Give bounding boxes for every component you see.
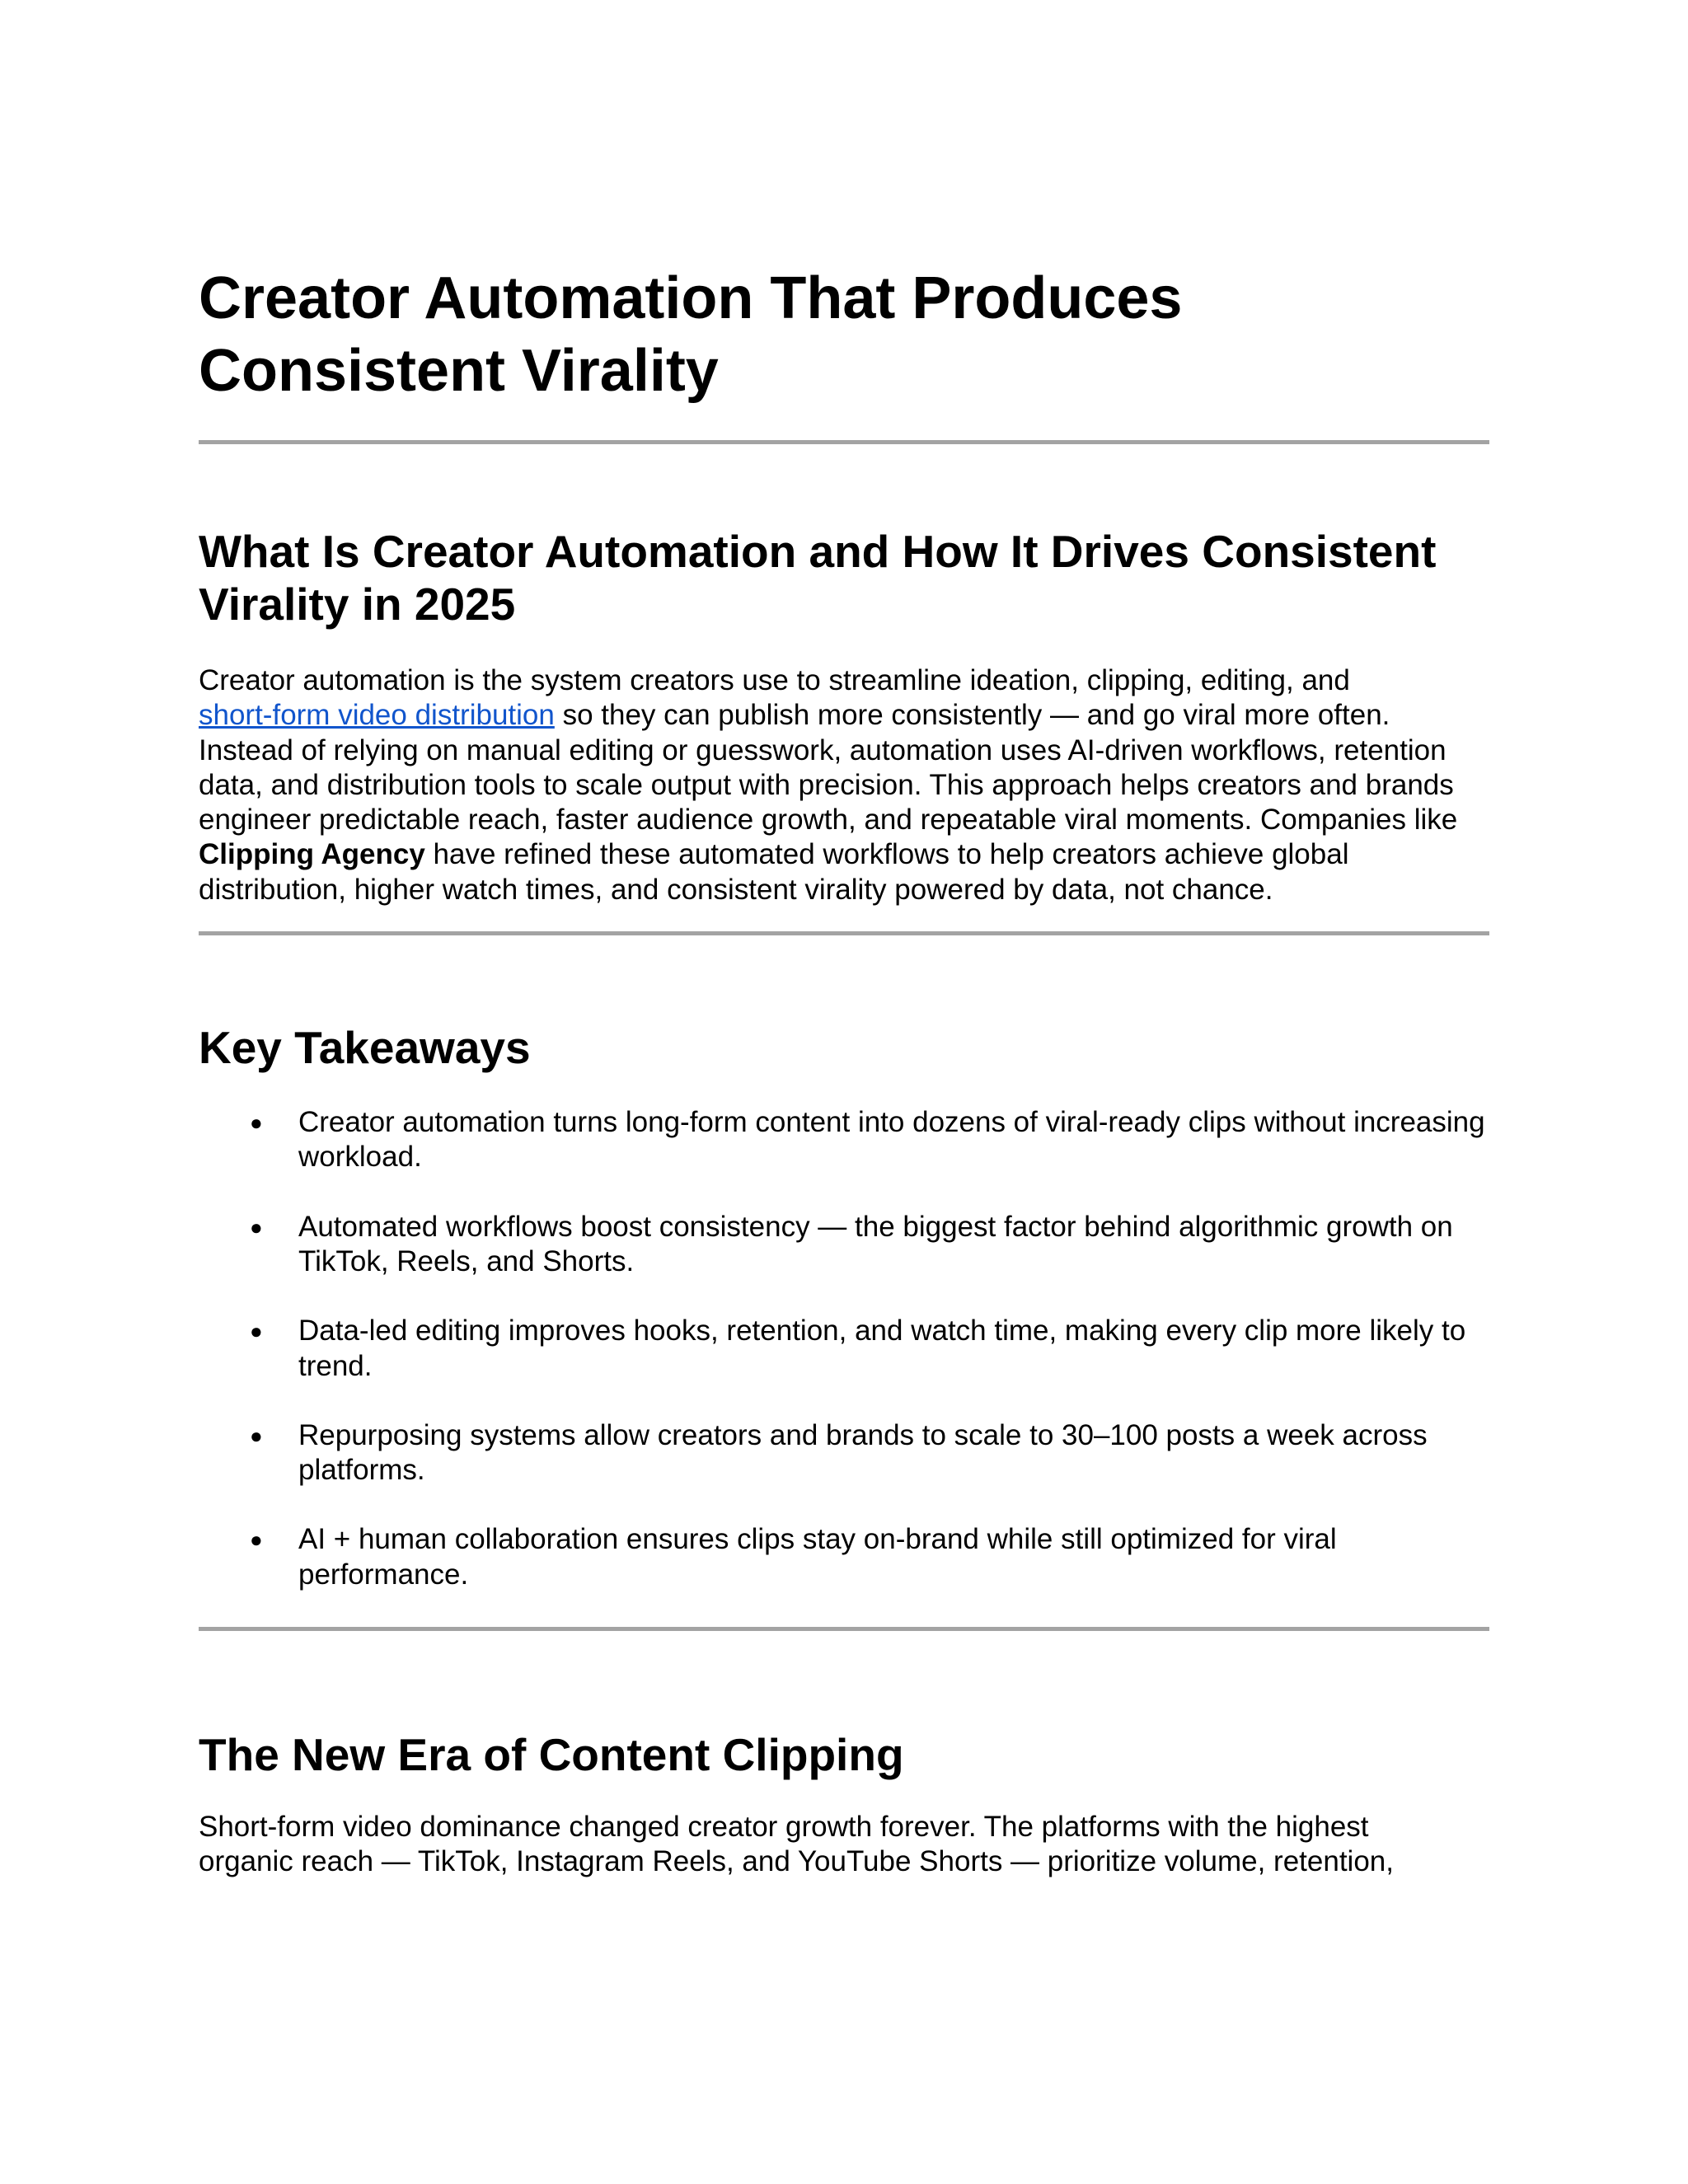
divider-title (199, 440, 1489, 444)
new-era-line-1: Short-form video dominance changed creator growth forever. The platforms with the highest (199, 1811, 1369, 1844)
intro-text-middle: so they can publish more consistently — and go viral more often. Instead of relying on manual editing or guesswork, automation uses AI-driven workflows, retention data, and distribution tools to scale output with precision. This approach helps creators and brands engineer predictable reach, faster audience growth, and repeatable viral moments. Companies like (199, 699, 1458, 837)
intro-paragraph (199, 663, 1489, 907)
list-item-text: Creator automation turns long-form content into dozens of viral-ready clips without increasing workload. (298, 1106, 1485, 1174)
new-era-paragraph (199, 1810, 1489, 1880)
list-item-text: Automated workflows boost consistency — the biggest factor behind algorithmic growth on TikTok, Reels, and Shorts. (298, 1210, 1453, 1277)
key-takeaways-list (199, 1105, 1489, 1592)
bullet-icon: ● (250, 1422, 263, 1448)
document-title (199, 262, 1489, 407)
list-item (199, 1522, 1489, 1592)
section-heading-line-2: Virality in 2025 (199, 579, 516, 630)
bullet-icon: ● (250, 1527, 263, 1553)
divider-intro (199, 931, 1489, 935)
list-item (199, 1314, 1489, 1384)
section-heading-new-era: The New Era of Content Clipping (199, 1729, 904, 1781)
title-line-2: Consistent Virality (199, 338, 719, 404)
bullet-icon: ● (250, 1214, 263, 1240)
list-item (199, 1105, 1489, 1175)
list-item-text: AI + human collaboration ensures clips stay on-brand while still optimized for viral performance. (298, 1523, 1337, 1591)
list-item (199, 1210, 1489, 1280)
intro-text-start: Creator automation is the system creators use to streamline ideation, clipping, editing, and (199, 664, 1350, 696)
bullet-icon: ● (250, 1110, 263, 1136)
section-heading-line-1: What Is Creator Automation and How It Drives Consistent (199, 526, 1437, 577)
list-item-text: Data-led editing improves hooks, retention, and watch time, making every clip more likely to trend. (298, 1315, 1466, 1382)
clipping-agency-bold: Clipping Agency (199, 838, 425, 871)
intro-text-end: have refined these automated workflows to help creators achieve global distribution, higher watch times, and consistent virality powered by data, not chance. (199, 838, 1349, 906)
title-line-1: Creator Automation That Produces (199, 265, 1183, 331)
section-heading-what-is (199, 525, 1489, 630)
new-era-line-2: organic reach — TikTok, Instagram Reels, and YouTube Shorts — prioritize volume, retention, (199, 1845, 1394, 1878)
document-content (199, 262, 1489, 1880)
section-heading-key-takeaways: Key Takeaways (199, 1022, 531, 1074)
list-item-text: Repurposing systems allow creators and brands to scale to 30–100 posts a week across platforms. (298, 1418, 1428, 1487)
list-item (199, 1418, 1489, 1488)
bullet-icon: ● (250, 1319, 263, 1344)
short-form-distribution-link[interactable]: short-form video distribution (199, 699, 555, 732)
divider-takeaways (199, 1627, 1489, 1631)
